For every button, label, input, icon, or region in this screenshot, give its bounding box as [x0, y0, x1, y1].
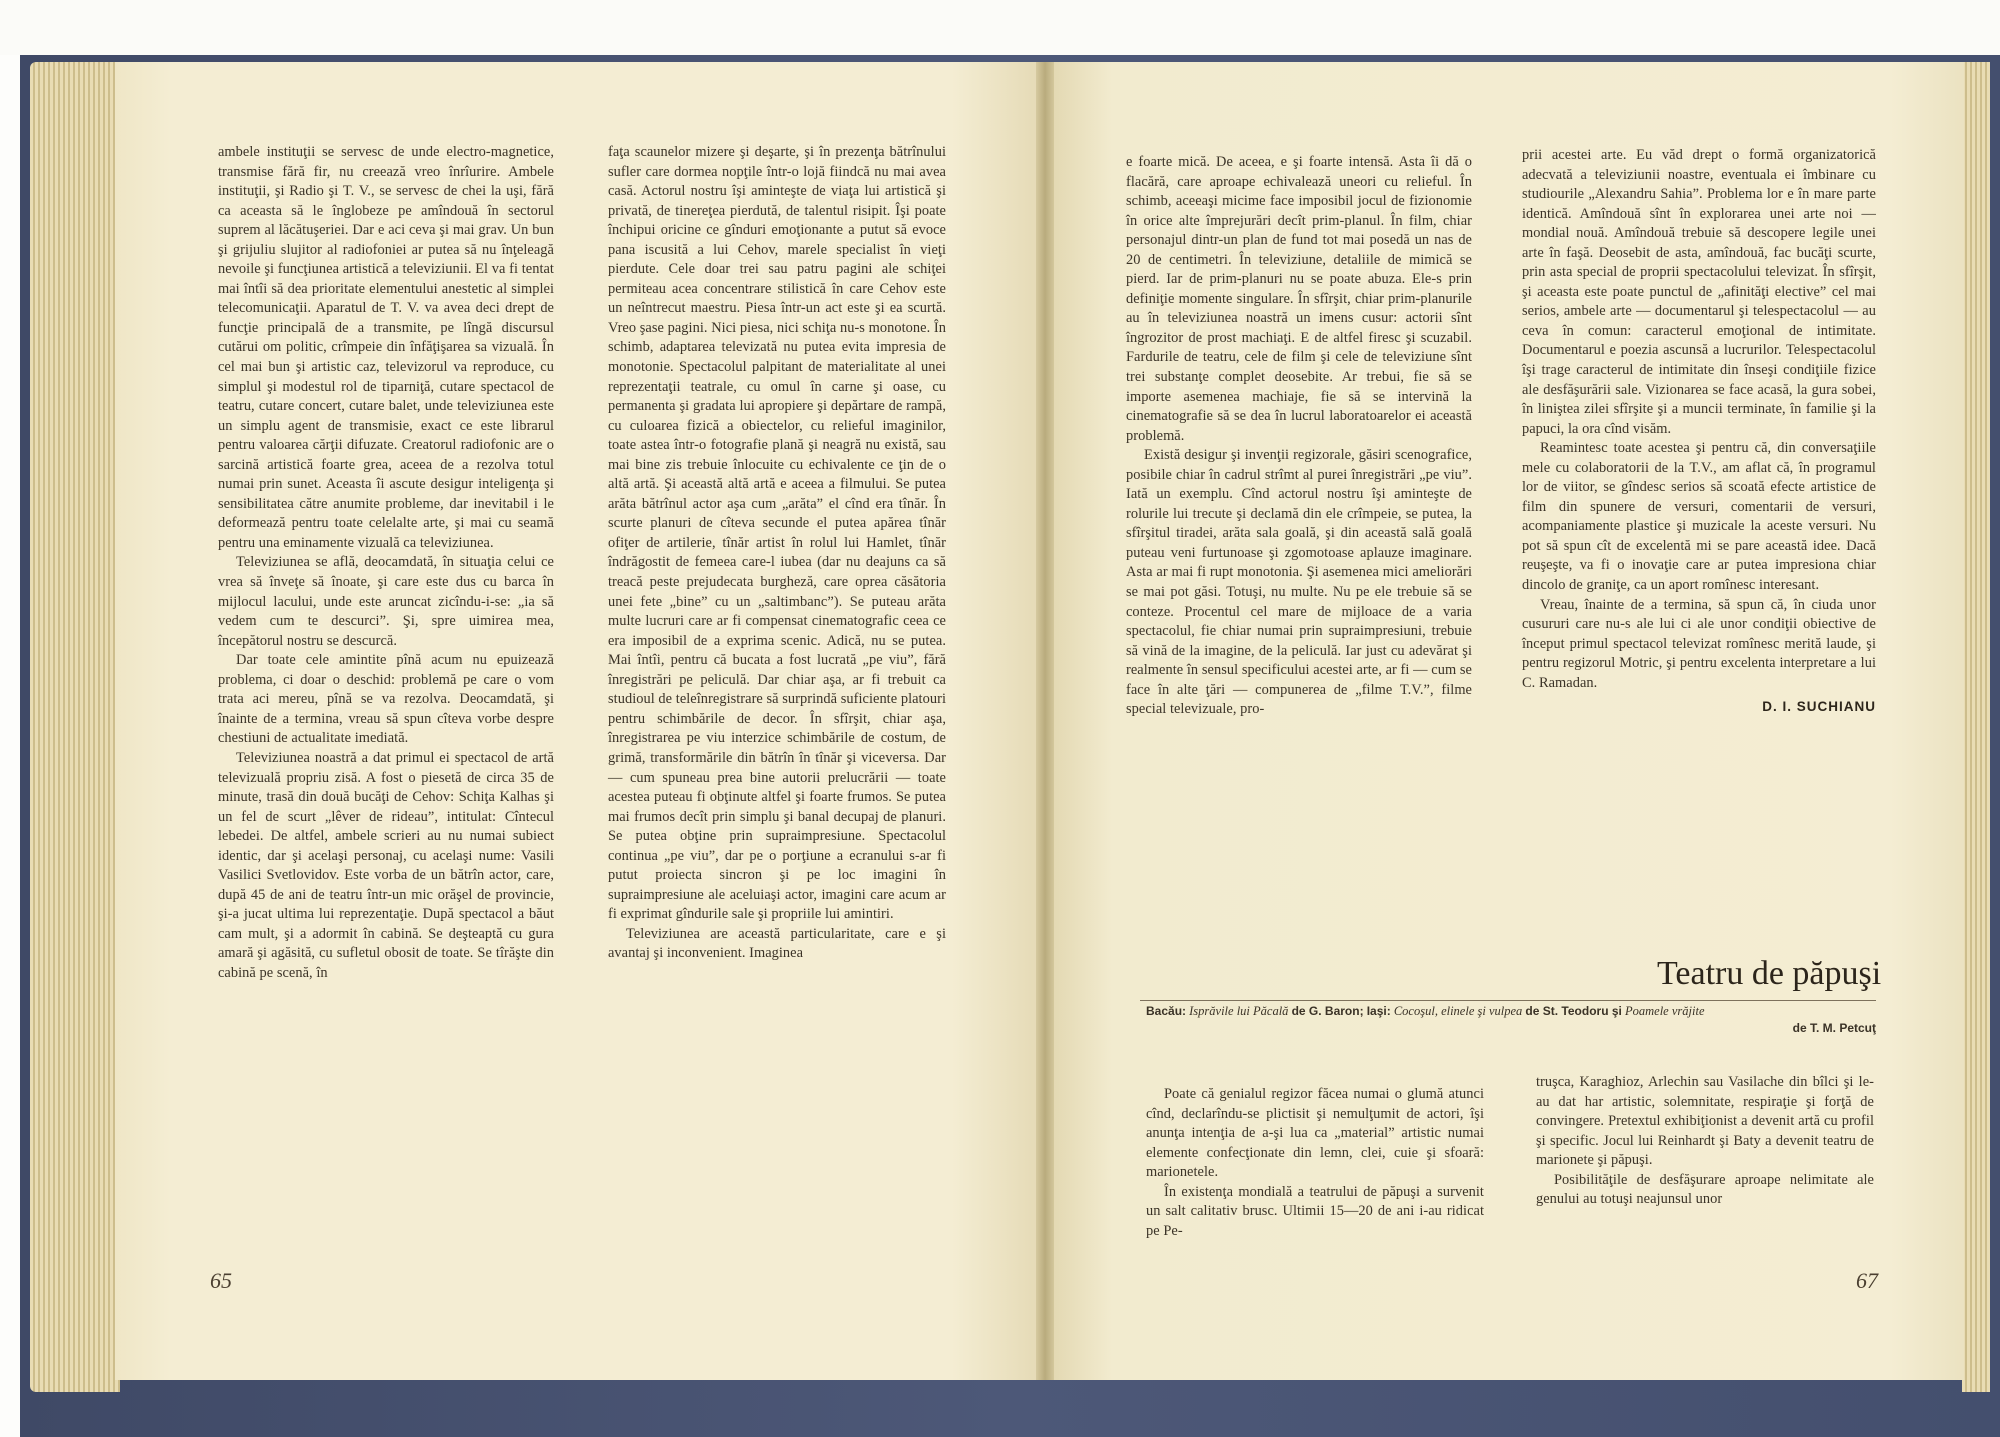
paragraph: Posibilităţile de desfăşurare aproape nelimitate ale genului au totuşi neajunsul unor: [1536, 1171, 1874, 1208]
paragraph: Dar toate cele amintite pînă acum nu epuizează problema, ci doar o deschid: problemă pe care o vom trata aci mereu, pînă se va rezolva. Deocamdată, şi înainte de a termina, vreau să spun cîteva vorbe despre chestiuni de actualitate imediată.: [218, 652, 554, 747]
paragraph: Poate că genialul regizor făcea numai o glumă atunci cînd, declarîndu-se plictisit şi nemulţumit de actori, îşi anunţa intenţia de a-şi lua ca „material” artistic numai elemente confecţionate din lemn, clei, cuie şi sfoară: marionetele.: [1146, 1086, 1484, 1181]
title-rule: [1140, 1000, 1876, 1001]
city-label: Bacău:: [1146, 1004, 1187, 1018]
column-4: [1522, 146, 1876, 717]
column-3: [1126, 153, 1472, 720]
paragraph: ambele instituţii se servesc de unde electro-magnetice, transmise fără fir, nu creează vreo înrîurire. Ambele instituţii, şi Radio şi T. V., se servesc de chei la uşi, fără ca aceasta să le înglobeze pe amîndouă în sectorul suprem al lăcătuşeriei. Dar e aci ceva şi mai grav. Un bun şi grijuliu slujitor al radiofoniei ar putea să nu înţeleagă nevoile şi funcţiunea artistică a televiziunii. El va fi tentat mai întîi să dea prioritate elementului anestetic al simplei telecomunicaţii. Aparatul de T. V. va avea deci drept de funcţie principală de a transmite, pe lîngă discursul cutărui om politic, crîmpeie din înfăţişarea sa vizuală. În cel mai bun şi artistic caz, televizorul va reproduce, cu simplul şi modestul rol de tiparniţă, cutare spectacol de teatru, cutare concert, cutare balet, unde televiziunea este un simplu agent de transmisie, exact ce este librarul pentru valoarea cărţii difuzate. Creatorul radiofonic are o sarcină artistică foarte grea, aceea de a rezolva totul numai prin sunet. Aceasta îi ascute desigur inteligenţa şi sensibilitatea către anumite probleme, dar inevitabil i le deformează pentru toate celelalte arte, şi mai cu seamă pentru una eminamente vizuală ca televiziunea.: [218, 144, 554, 551]
work-title: Cocoşul, elinele şi vulpea: [1393, 1004, 1523, 1018]
page-edges-left: [30, 62, 120, 1392]
paragraph: truşca, Karaghioz, Arlechin sau Vasilache din bîlci şi le-au dat har artistic, solemnitate, respiraţie şi forţă de convingere. Pretextul exhibiţionist a devenit artă cu profil şi specific. Jocul lui Reinhardt şi Baty a devenit teatru de marionete şi păpuşi.: [1536, 1074, 1874, 1169]
work-title: Isprăvile lui Păcală: [1189, 1004, 1289, 1018]
page-number-right: 67: [1856, 1268, 1878, 1293]
paragraph: Televiziunea are această particularitate, care e şi avantaj şi inconvenient. Imaginea: [608, 925, 946, 962]
author-signature: D. I. SUCHIANU: [1762, 699, 1876, 715]
column-6: [1536, 1073, 1874, 1210]
column-5: [1146, 1085, 1484, 1241]
paragraph: Vreau, înainte de a termina, să spun că, în ciuda unor cusururi care nu-s ale lui ci ale unor condiţii obiective de început primul spectacol televizat romînesc merită laude, şi pentru regizorul Motric, şi pentru excelenta interpretare a lui C. Ramadan.: [1522, 596, 1876, 691]
column-2: [608, 143, 946, 964]
paragraph: În existenţa mondială a teatrului de păpuşi a survenit un salt calitativ brusc. Ultimii 15—20 de ani i-au ridicat pe Pe-: [1146, 1183, 1484, 1239]
author-credit: de G. Baron;: [1291, 1004, 1364, 1018]
paragraph: e foarte mică. De aceea, e şi foarte intensă. Asta îi dă o flacără, care aproape echivalează uneori cu relieful. În schimb, aceeaşi micime face imposibil jocul de fizionomie în orice alte împrejurări decît prim-planul. În film, chiar personajul dintr-un plan de fund tot mai posedă un nas de 20 de centimetri. În televiziune, detaliile de mimică se pierd. Iar de prim-planuri nu se poate abuza. Ele-s prin definiţie momente singulare. În sfîrşit, chiar prim-planurile au în televiziunea noastră un imens cusur: actorii sînt îngrozitor de prost machiaţi. E de altfel firesc şi scuzabil. Fardurile de teatru, cele de film şi cele de televiziune sînt trei substanţe complet deosebite. Ar trebui, fie să se importe asemenea machiaje, fie să se intervină la cinematografie să se dea în lucrul laboratoarelor ei această problemă.: [1126, 154, 1472, 444]
author-credit: de St. Teodoru şi: [1525, 1004, 1622, 1018]
book-gutter: [1036, 62, 1054, 1380]
paragraph: Televiziunea noastră a dat primul ei spectacol de artă televizuală propriu zisă. A fost o piesetă de circa 35 de minute, trasă din două bucăţi de Cehov: Schiţa Kalhas şi un fel de scurt „lêver de rideau”, intitulat: Cîntecul lebedei. De altfel, ambele scrieri au nu numai subiect identic, dar şi acelaşi personaj, cu acelaşi nume: Vasili Vasilici Svetlovidov. Este vorba de un bătrîn actor, care, după 45 de ani de teatru într-un mic orăşel de provincie, şi-a jucat ultima lui reprezentaţie. După spectacol a băut cam mult, şi a adormit în cabină. Se deşteaptă cu gura amară şi agăsită, cu sufletul obosit de toate. Se tîrăşte din cabină pe scenă, în: [218, 749, 554, 981]
column-1: [218, 143, 554, 984]
page-number-left: 65: [210, 1268, 232, 1293]
paragraph: Reamintesc toate acestea şi pentru că, din conversaţiile mele cu colaboratorii de la T.V., am aflat că, în programul lor de viitor, se gîndesc serios să scoată efecte artistice de film din spunere de versuri, comentarii de versuri, acompaniamente plastice şi muzicale la aceste versuri. Nu pot să spun cît de excelentă mi se pare această idee. Dacă reuşeşte, va fi o inovaţie care ar putea impresiona chiar dincolo de graniţe, ca un aport romînesc interesant.: [1522, 440, 1876, 594]
paragraph: Există desigur şi invenţii regizorale, găsiri scenografice, posibile chiar în cadrul strîmt al purei înregistrări „pe viu”. Iată un exemplu. Cînd actorul nostru îşi aminteşte de rolurile lui trecute şi declamă din ele crîmpeie, se putea, la sfîrşitul tiradei, arăta sala goală, şi din această sală goală puteau veni furtunoase şi zgomotoase aplauze imaginare. Asta ar mai fi rupt monotonia. Şi asemenea mici ameliorări se mai pot găsi. Totuşi, nu multe. Nu pe ele trebuie să se conteze. Procentul cel mare de mijloace de a varia spectacolul, fie chiar numai prin supraimpresiuni, trebuie să vină de la imagine, de la peliculă. Iar just cu adevărat şi realmente în sensul specificului acestei arte, ar fi — cum se face în alte ţări — compunerea de „filme T.V.”, filme special televizuale, pro-: [1126, 447, 1472, 718]
work-title: Poamele vrăjite: [1625, 1004, 1705, 1018]
section-subheading: [1146, 1003, 1876, 1037]
paragraph: prii acestei arte. Eu văd drept o formă organizatorică adecvată a televiziunii noastre, eventuala ei îmbinare cu studiourile „Alexandru Sahia”. Problema lor e în mare parte identică. Amîndouă sînt în explorarea unei arte noi — mondial nouă. Amîndouă trebuie să descopere legile unei arte în faşă. Deosebit de asta, amîndouă, fac bucăţi scurte, prin asta special de proprii spectacolului televizat. În sfîrşit, şi aceasta este poate punctul de „afinităţi elective” cel mai serios, ambele arte — documentarul şi telespectacolul — au ceva în comun: caracterul emoţional de intimitate. Documentarul e poezia ascunsă a lucrurilor. Telespectacolul îşi trage caracterul de intimitate din înseşi condiţiile fizice ale desfăşurării sale. Vizionarea se face acasă, la gura sobei, în liniştea zilei sfîrşite şi a muncii terminate, în familie şi la papuci, la ora cînd visăm.: [1522, 147, 1876, 437]
city-label: Iaşi:: [1366, 1004, 1391, 1018]
page-edges-right: [1962, 62, 1990, 1392]
paragraph: faţa scaunelor mizere şi deşarte, şi în prezenţa bătrînului sufler care dormea nopţile într-o lojă fiindcă nu mai avea casă. Actorul nostru îşi aminteşte de viaţa lui artistică şi privată, de tinereţea pierdută, de talentul risipit. Îşi poate închipui oricine ce gînduri emoţionante a putut să evoce pana iscusită a lui Cehov, marele specialist în vieţi pierdute. Cele doar trei sau patru pagini ale schiţei permiteau acea concentrare stilistică în care Cehov este un neîntrecut maestru. Piesa într-un act este şi ea scurtă. Vreo şase pagini. Nici piesa, nici schiţa nu-s monotone. În schimb, adaptarea televizată nu putea evita impresia de monotonie. Spectacolul palpitant de materialitate al unei reprezentaţii teatrale, cu omul în carne şi oase, cu permanenta şi gradata lui apropiere şi depărtare de rampă, cu culoarea fizică a obiectelor, cu relieful imaginilor, toate astea într-o fotografie plană şi neagră nu există, sau mai bine zis trebuie înlocuite cu echivalente ce ţin de o altă artă. Şi această altă artă e aceea a filmului. Se putea arăta bătrînul actor aşa cum „arăta” el cînd era tînăr. În scurte planuri de cîteva secunde el putea apărea tînăr ofiţer de artilerie, tînăr artist în rolul lui Hamlet, tînăr îndrăgostit de femeea care-l iubea (dar nu deajuns ca să treacă peste prejudecata burgheză, care oprea căsătoria unei fete „bine” cu un „saltimbanc”). Se puteau arăta multe lucruri care ar fi compensat cinematografic ceea ce era imposibil de a exprima scenic. Adică, nu se putea. Mai întîi, pentru că bucata a fost lucrată „pe viu”, fără înregistrări pe peliculă. Dar chiar aşa, ar fi trebuit ca studioul de teleînregistrare să surprindă suficiente platouri pentru schimbările de decor. În sfîrşit, chiar aşa, înregistrarea pe viu interzice schimbările de costum, de grimă, transformările din bătrîn în tînăr şi viceversa. Dar — cum spuneau prea bine autorii prelucrării — toate acestea puteau fi obţinute altfel şi foarte frumos. Se putea mai frumos decît prin simplu şi banal decupaj de planuri. Se putea obţine prin supraimpresiune. Spectacolul continua „pe viu”, dar pe o porţiune a ecranului s-ar fi putut proiecta sincron şi pe loc imagini în supraimpresiune ale aceluiaşi actor, imagini care acum ar fi exprimat gîndurile sale şi propriile lui amintiri.: [608, 144, 946, 923]
paragraph: Televiziunea se află, deocamdată, în situaţia celui ce vrea să înveţe să înoate, şi care este dus cu barca în mijlocul lacului, unde este aruncat zicîndu-i-se: „ia să vedem cum te descurci”. Şi, spre uimirea mea, începătorul nostru se descurcă.: [218, 554, 554, 649]
section-title: Teatru de păpuşi: [1657, 955, 1882, 992]
author-credit: de T. M. Petcuţ: [1792, 1021, 1876, 1035]
background-strip: [0, 0, 2000, 55]
